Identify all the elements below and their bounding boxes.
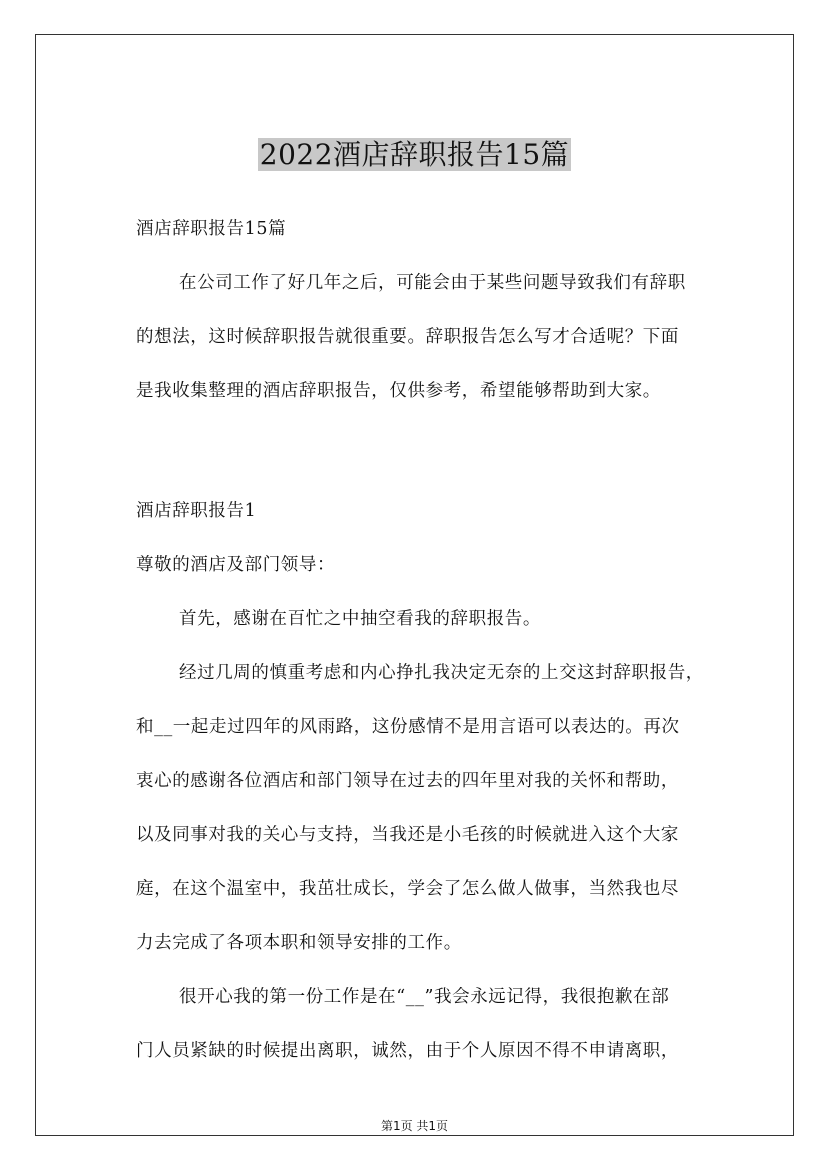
intro-line: 在公司工作了好几年之后，可能会由于某些问题导致我们有辞职 bbox=[179, 273, 686, 293]
page-number-label: 第1页 共1页 bbox=[380, 1119, 449, 1133]
page-footer bbox=[36, 1117, 793, 1134]
paragraph-line: 和__一起走过四年的风雨路，这份感情不是用言语可以表达的。再次 bbox=[136, 717, 680, 737]
document-page bbox=[35, 34, 794, 1136]
document-body bbox=[136, 212, 769, 1068]
intro-line: 的想法，这时候辞职报告就很重要。辞职报告怎么写才合适呢？下面 bbox=[136, 327, 679, 347]
paragraph-line: 力去完成了各项本职和领导安排的工作。 bbox=[136, 933, 462, 953]
document-subtitle: 酒店辞职报告15篇 bbox=[136, 219, 287, 239]
paragraph-line: 门人员紧缺的时候提出离职，诚然，由于个人原因不得不申请离职， bbox=[136, 1041, 679, 1061]
document-title bbox=[36, 135, 793, 175]
paragraph-line: 很开心我的第一份工作是在“__”我会永远记得，我很抱歉在部 bbox=[179, 987, 670, 1007]
paragraph-line: 首先，感谢在百忙之中抽空看我的辞职报告。 bbox=[179, 609, 541, 629]
document-title-text: 2022酒店辞职报告15篇 bbox=[259, 138, 570, 171]
paragraph-line: 衷心的感谢各位酒店和部门领导在过去的四年里对我的关怀和帮助， bbox=[136, 771, 679, 791]
salutation: 尊敬的酒店及部门领导： bbox=[136, 555, 336, 575]
paragraph-line: 以及同事对我的关心与支持，当我还是小毛孩的时候就进入这个大家 bbox=[136, 825, 679, 845]
intro-line: 是我收集整理的酒店辞职报告，仅供参考，希望能够帮助到大家。 bbox=[136, 381, 661, 401]
paragraph-line: 庭，在这个温室中，我茁壮成长，学会了怎么做人做事，当然我也尽 bbox=[136, 879, 679, 899]
section-title: 酒店辞职报告1 bbox=[136, 501, 257, 521]
paragraph-line: 经过几周的慎重考虑和内心挣扎我决定无奈的上交这封辞职报告， bbox=[179, 663, 704, 683]
